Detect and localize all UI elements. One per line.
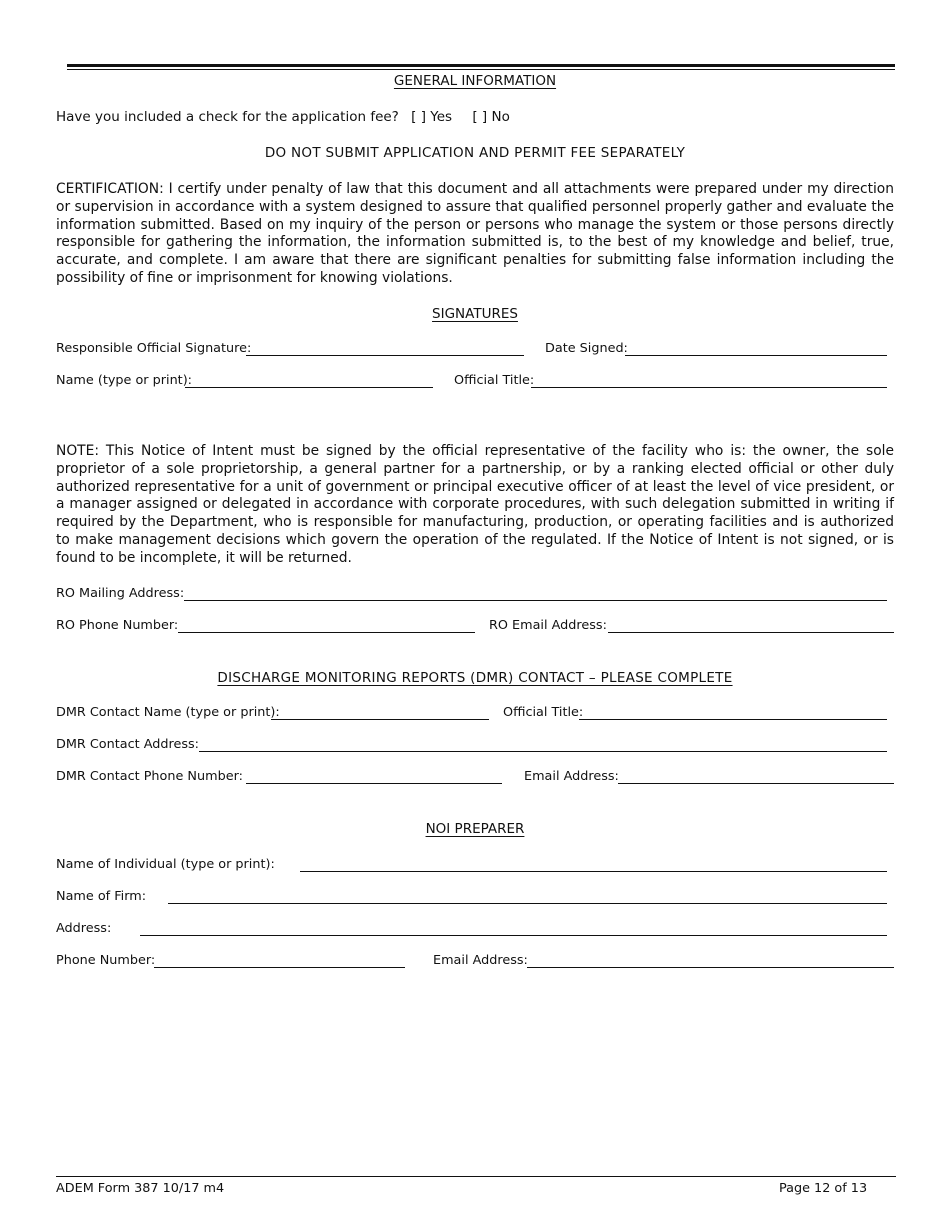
page-number: Page 12 of 13 [779,1181,868,1196]
dmr-phone-field[interactable] [246,783,502,784]
dmr-address-label: DMR Contact Address: [56,737,199,752]
preparer-firm-label: Name of Firm: [56,889,147,904]
dmr-email-field[interactable] [618,783,894,784]
dmr-phone-label: DMR Contact Phone Number: [56,769,243,784]
date-signed-field[interactable] [625,355,887,356]
note-paragraph: NOTE: This Notice of Intent must be signed by the official representative of the facility who is: the owner, the sole proprietor of a sole proprietorship, a general partner for a partnership, or by a ranking elected official or other duly authorized representative for a unit of government or principal executive officer of at least the level of vice president, or a manager assigned or delegated in accordance with corporate procedures, with such delegation submitted in writing if required by the Department, who is responsible for manufacturing, production, or operating facilities and is authorized to make management decisions which govern the operation of the regulated. If the Notice of Intent is not signed, or is found to be incomplete, it will be returned. [56,443,894,566]
fee-yes-checkbox[interactable]: [ ] Yes [411,109,453,125]
preparer-firm-field[interactable] [168,903,887,904]
fee-question [56,109,510,125]
preparer-phone-field[interactable] [154,967,405,968]
date-signed-label: Date Signed: [545,341,628,356]
ro-email-label: RO Email Address: [489,618,607,633]
ro-mailing-label: RO Mailing Address: [56,586,185,601]
form-number: ADEM Form 387 10/17 m4 [56,1181,225,1196]
dmr-heading: DISCHARGE MONITORING REPORTS (DMR) CONTACT – PLEASE COMPLETE [217,670,733,686]
dmr-contact-name-field[interactable] [271,719,489,720]
ro-email-field[interactable] [608,632,894,633]
preparer-phone-label: Phone Number: [56,953,156,968]
preparer-individual-label: Name of Individual (type or print): [56,857,275,872]
dmr-email-label: Email Address: [524,769,619,784]
fee-no-checkbox[interactable]: [ ] No [472,109,510,125]
certification-paragraph: CERTIFICATION: I certify under penalty of law that this document and all attachments were prepared under my direction or supervision in accordance with a system designed to assure that qualified personnel properly gather and evaluate the information submitted. Based on my inquiry of the person or persons who manage the system or those persons directly responsible for gathering the information, the information submitted is, to the best of my knowledge and belief, true, accurate, and complete. I am aware that there are significant penalties for submitting false information including the possibility of fine or imprisonment for knowing violations. [56,181,894,286]
top-rule-thick [67,64,895,67]
preparer-individual-field[interactable] [300,871,887,872]
dmr-official-title-field[interactable] [579,719,887,720]
separate-fee-warning: DO NOT SUBMIT APPLICATION AND PERMIT FEE SEPARATELY [264,145,686,161]
responsible-signature-label: Responsible Official Signature: [56,341,252,356]
preparer-address-field[interactable] [140,935,887,936]
preparer-address-label: Address: [56,921,112,936]
dmr-official-title-label: Official Title: [503,705,584,720]
general-information-heading: GENERAL INFORMATION [393,73,557,89]
noi-preparer-heading: NOI PREPARER [425,821,525,837]
preparer-email-field[interactable] [527,967,894,968]
ro-phone-field[interactable] [178,632,475,633]
name-label: Name (type or print): [56,373,192,388]
preparer-email-label: Email Address: [433,953,528,968]
name-field[interactable] [185,387,433,388]
signatures-heading: SIGNATURES [432,306,518,322]
top-rule-thin [67,69,895,70]
responsible-signature-field[interactable] [246,355,524,356]
official-title-field[interactable] [531,387,887,388]
fee-question-text: Have you included a check for the application fee? [56,109,399,125]
ro-phone-label: RO Phone Number: [56,618,179,633]
dmr-contact-name-label: DMR Contact Name (type or print): [56,705,280,720]
ro-mailing-field[interactable] [184,600,887,601]
dmr-address-field[interactable] [199,751,887,752]
footer-rule [56,1176,896,1177]
official-title-label: Official Title: [454,373,535,388]
